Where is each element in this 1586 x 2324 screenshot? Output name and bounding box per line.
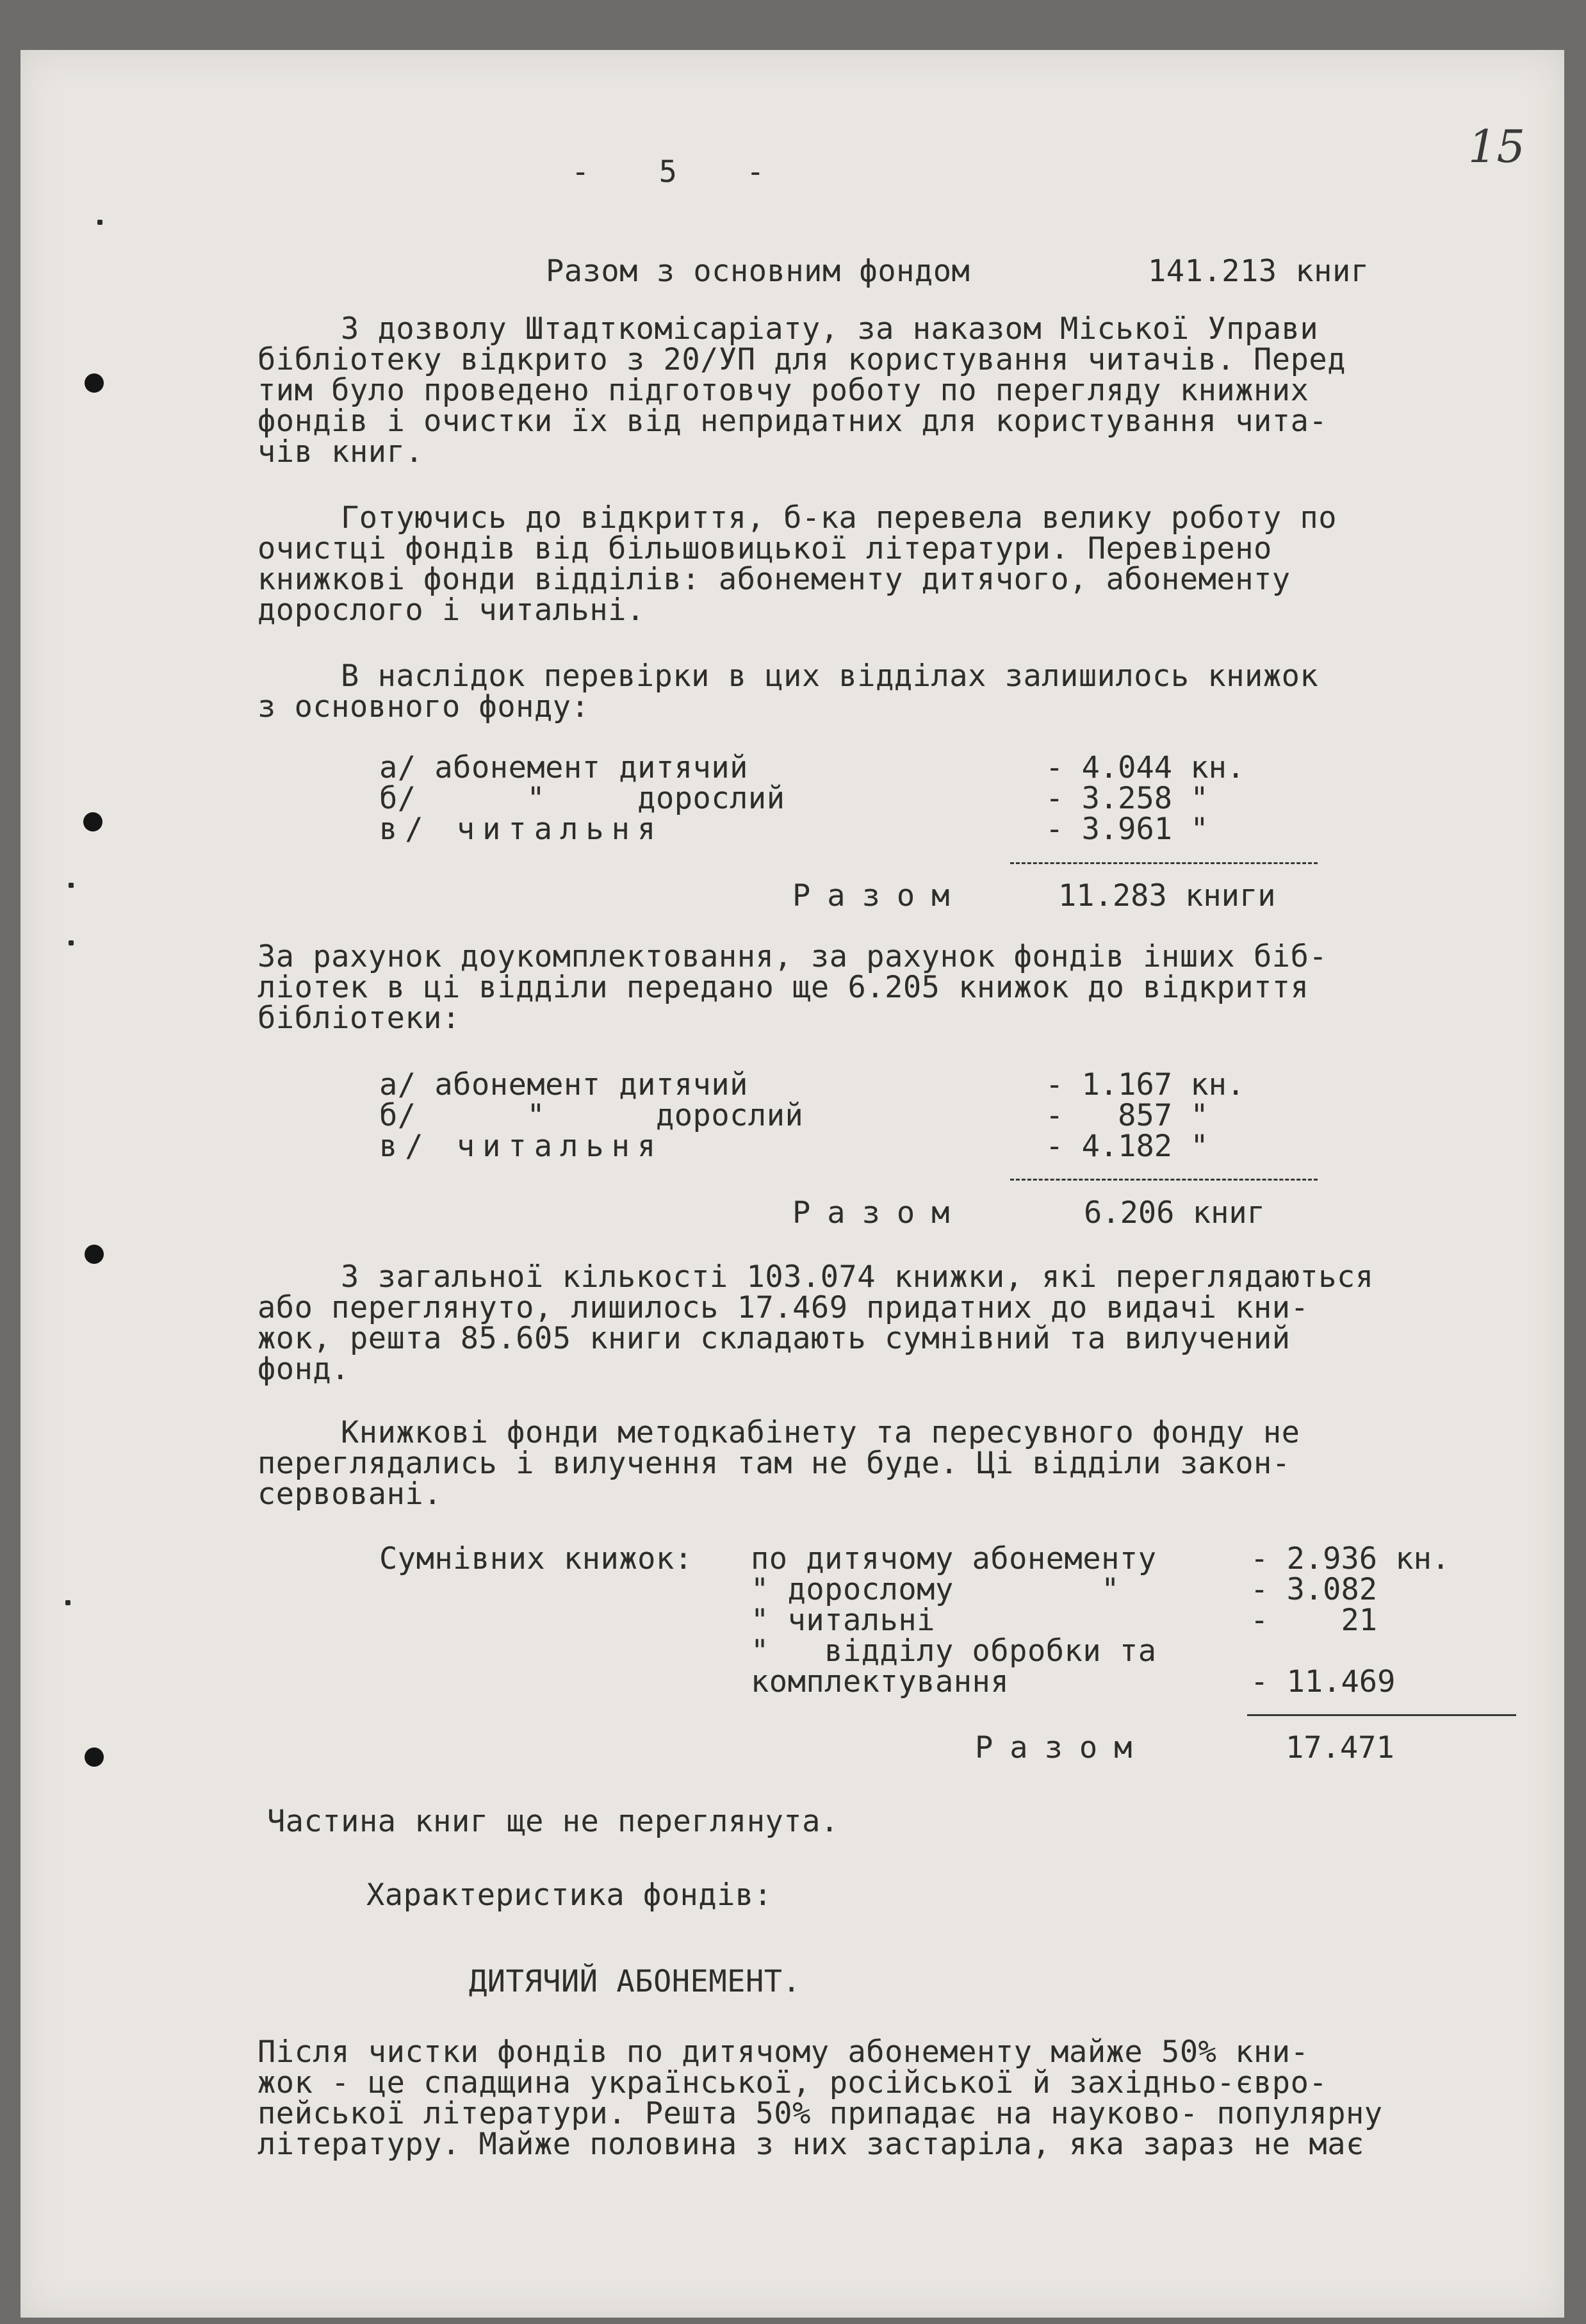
total1-label: Разом: [792, 878, 967, 913]
list2-value: - 4.182 ": [1045, 1129, 1209, 1164]
p5-line: або переглянуто, лишилось 17.469 придатних до видачі кни-: [258, 1290, 1309, 1325]
list3-value: - 3.082: [1250, 1572, 1378, 1607]
list3-label: " читальні: [751, 1603, 935, 1638]
total1-value: 11.283 книги: [1058, 878, 1276, 913]
punch-hole: [83, 812, 102, 831]
punch-hole: [85, 1245, 104, 1264]
sum-rule: [1010, 862, 1318, 864]
p7-line: Частина книг ще не переглянута.: [267, 1804, 839, 1839]
total3-value: 17.471: [1286, 1730, 1394, 1765]
total2-value: 6.206 книг: [1084, 1195, 1265, 1231]
p2-line: дорослого і читальні.: [258, 593, 645, 628]
list3-label: комплектування: [751, 1664, 1010, 1699]
p1-line: тим було проведено підготовчу роботу по перегляду книжних: [258, 373, 1309, 408]
p2-line: книжкові фонди відділів: абонементу дитячого, абонементу: [258, 562, 1291, 597]
list3-value: - 11.469: [1250, 1664, 1396, 1699]
list1-value: - 4.044 кн.: [1045, 750, 1245, 785]
list1-label: а/ абонемент дитячий: [379, 750, 748, 785]
p2-line: Готуючись до відкриття, б-ка перевела велику роботу по: [341, 500, 1337, 536]
p6-line: переглядались і вилучення там не буде. Ці відділи закон-: [258, 1446, 1291, 1481]
sum-rule: [1010, 1179, 1318, 1181]
list3-label: " дорослому ": [751, 1572, 1120, 1607]
p2-line: очистці фондів від більшовицької літератури. Перевірено: [258, 531, 1272, 566]
p4-line: За рахунок доукомплектовання, за рахунок фондів інших біб-: [258, 939, 1328, 974]
list3-value: - 21: [1250, 1603, 1378, 1638]
p5-line: З загальної кількості 103.074 книжки, які переглядаються: [341, 1259, 1374, 1295]
list3-label: по дитячому абонементу: [751, 1541, 1157, 1576]
p8-line: Характеристика фондів:: [366, 1878, 773, 1913]
p1-line: бібліотеку відкрито з 20/УП для користування читачів. Перед: [258, 342, 1346, 377]
total2-label: Разом: [792, 1195, 967, 1231]
list2-label: б/ " дорослий: [379, 1098, 804, 1133]
section-heading: ДИТЯЧИЙ АБОНЕМЕНТ.: [469, 1964, 801, 1999]
p9-line: Після чистки фондів по дитячому абонементу майже 50% кни-: [258, 2034, 1309, 2070]
list3-lead: Сумнівних книжок:: [379, 1541, 693, 1576]
punch-hole: [85, 373, 104, 393]
total3-label: Разом: [975, 1730, 1149, 1765]
margin-mark: [97, 220, 102, 225]
p5-line: фонд.: [258, 1352, 350, 1387]
p3-line: з основного фонду:: [258, 689, 590, 724]
header-value: 141.213 книг: [1148, 254, 1369, 289]
sum-rule: [1247, 1714, 1516, 1716]
p9-line: жок - це спадщина української, російської й західньо-євро-: [258, 2065, 1328, 2100]
list1-label: б/ " дорослий: [379, 781, 785, 816]
p4-line: ліотек в ці відділи передано ще 6.205 книжок до відкриття: [258, 970, 1309, 1005]
p3-line: В наслідок перевірки в цих відділах залишилось книжок: [341, 659, 1319, 694]
list2-value: - 857 ": [1045, 1098, 1209, 1133]
margin-mark: [69, 940, 74, 945]
list1-label: в/ читальня: [379, 812, 664, 847]
p5-line: жок, решта 85.605 книги складають сумнівний та вилучений: [258, 1321, 1291, 1356]
p6-line: сервовані.: [258, 1477, 442, 1512]
list1-value: - 3.258 ": [1045, 781, 1209, 816]
p9-line: літературу. Майже половина з них застаріла, яка зараз не має: [258, 2127, 1364, 2162]
p1-line: фондів і очистки їх від непридатних для користування чита-: [258, 404, 1328, 439]
list2-label: в/ читальня: [379, 1129, 664, 1164]
sheet-number: 15: [1468, 120, 1526, 173]
list2-value: - 1.167 кн.: [1045, 1067, 1245, 1102]
list2-label: а/ абонемент дитячий: [379, 1067, 748, 1102]
list1-value: - 3.961 ": [1045, 812, 1209, 847]
document-page: [20, 50, 1564, 2318]
punch-hole: [85, 1747, 104, 1767]
margin-mark: [65, 1600, 70, 1605]
p1-line: З дозволу Штадткомісаріату, за наказом Міської Управи: [341, 311, 1319, 347]
p9-line: пейської літератури. Решта 50% припадає на науково- популярну: [258, 2096, 1383, 2131]
p4-line: бібліотеки:: [258, 1001, 461, 1036]
page-number: - 5 -: [571, 154, 790, 190]
list3-value: - 2.936 кн.: [1250, 1541, 1450, 1576]
p6-line: Книжкові фонди методкабінету та пересувного фонду не: [341, 1415, 1300, 1450]
p1-line: чів книг.: [258, 434, 424, 470]
header-label: Разом з основним фондом: [546, 254, 970, 289]
list3-label: " відділу обробки та: [751, 1633, 1157, 1669]
margin-mark: [69, 883, 74, 888]
